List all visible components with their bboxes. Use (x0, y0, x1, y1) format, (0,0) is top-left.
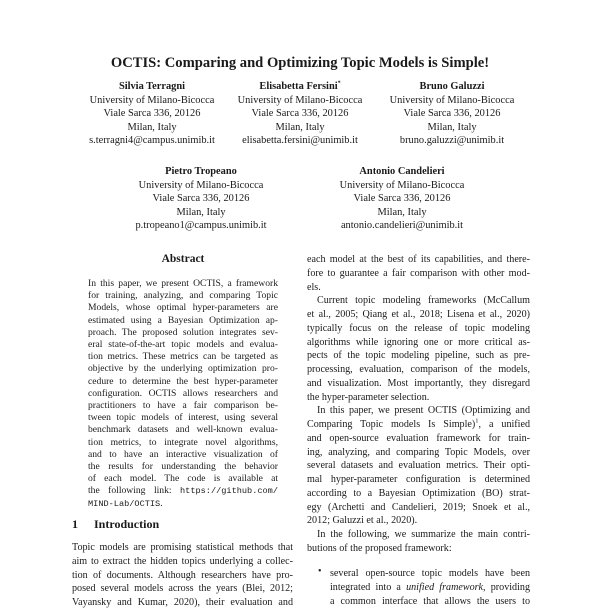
author-email: bruno.galuzzi@unimib.it (399, 135, 505, 147)
author-block (106, 165, 296, 233)
author-affiliation: University of Milano-Bicocca (339, 179, 465, 191)
author-name (106, 165, 296, 179)
abstract-line: tion metrics, to integrate novel algorithms, (88, 436, 278, 448)
abstract-line: practitioners to have a fair comparison be- (88, 400, 278, 411)
bullet-line: a common interface that allows the users to (330, 596, 530, 607)
abstract-line: and to have an interactive visualization of (88, 448, 278, 460)
body-line: et al., 2005; Qiang et al., 2018; Lisena et al., 2020) (307, 309, 530, 320)
author-name-text: Pietro Tropeano (165, 166, 237, 177)
author-affiliation: University of Milano-Bicocca (237, 94, 363, 106)
body-line: each model at the best of its capabilities, and there- (307, 254, 530, 265)
abstract-line: tion metrics. These metrics can be targeted as (88, 351, 278, 363)
author-city: Milan, Italy (176, 206, 226, 218)
author-address: Viale Sarca 336, 20126 (152, 193, 250, 205)
abstract-heading: Abstract (161, 253, 205, 265)
body-line: posed several models across the years (Blei, 2012; (72, 583, 293, 595)
abstract-line: of each model. The code is available at (88, 473, 278, 485)
author-affiliation: University of Milano-Bicocca (89, 94, 215, 106)
section-number: 1 (72, 517, 78, 531)
abstract-line: In this paper, we present OCTIS, a framework (88, 278, 278, 289)
author-affiliation: University of Milano-Bicocca (389, 94, 515, 106)
body-line-text: , a unified (478, 419, 530, 430)
author-name (307, 165, 497, 179)
author-name-text: Bruno Galuzzi (419, 81, 485, 92)
bullet-text: , providing (483, 582, 530, 593)
abstract-line (88, 485, 278, 497)
section-heading-introduction (72, 517, 159, 532)
bullet-icon: • (318, 566, 322, 577)
footnote-mark: 1 (475, 417, 479, 425)
body-line: Topic models are promising statistical methods that (72, 542, 293, 553)
body-line (307, 418, 530, 431)
bullet-text: integrated into a (330, 582, 407, 593)
body-line: the hyper-parameter selection. (307, 391, 430, 403)
abstract-line: for training, analyzing, and comparing Topic (88, 290, 278, 302)
author-name-text: Elisabetta Fersini (259, 81, 338, 92)
body-line: several datasets and evaluation metrics. Their opti- (307, 460, 530, 472)
paper-title: OCTIS: Comparing and Optimizing Topic Models is Simple! (110, 55, 490, 71)
abstract-line: the results for understanding the behavior (88, 461, 278, 472)
body-line: aim to extract the hidden topics underlying a collec- (72, 555, 293, 567)
abstract-end: . (160, 497, 163, 509)
author-email: elisabetta.fersini@unimib.it (242, 135, 358, 147)
author-email: s.terragni4@campus.unimib.it (89, 135, 215, 147)
abstract-line (88, 498, 278, 510)
bullet-line (330, 581, 530, 594)
body-line: egy (Archetti and Candelieri, 2019; Snoek et al., (307, 501, 530, 513)
abstract-line: benchmark datasets and well-known evalua- (88, 424, 278, 436)
body-line: and open-source evaluation framework for train- (307, 432, 530, 444)
author-name-text: Antonio Candelieri (359, 166, 445, 177)
author-name-text: Silvia Terragni (118, 81, 186, 92)
section-title: Introduction (94, 517, 160, 531)
bullet-line: several open-source topic models have been (330, 568, 530, 579)
abstract-line: objective by the underlying optimization pro- (88, 363, 278, 375)
author-city: Milan, Italy (127, 121, 177, 133)
code-link[interactable]: MIND-Lab/OCTIS (88, 498, 161, 509)
author-footnote-mark: * (337, 80, 341, 87)
body-line: according to a Bayesian Optimization (BO) strat- (307, 487, 530, 499)
author-affiliation: University of Milano-Bicocca (138, 179, 264, 191)
author-city: Milan, Italy (275, 121, 325, 133)
author-block (307, 165, 497, 233)
abstract-line: tween topic models of interest, using several (88, 412, 278, 424)
abstract-line: proach. The proposed solution integrates sev- (88, 326, 278, 338)
code-link[interactable]: https://github.com/ (180, 486, 278, 497)
abstract-line: estimated using a Bayesian Optimization ap- (88, 314, 278, 326)
body-line: and visualization. Most importantly, they disregard (307, 377, 530, 389)
body-line: typically focus on the release of topic modeling (307, 322, 530, 334)
author-block (357, 80, 547, 148)
body-line: ing, analyzing, and comparing Topic Models, over (307, 446, 530, 458)
author-address: Viale Sarca 336, 20126 (403, 108, 501, 120)
abstract-line: configuration. OCTIS allows researchers and (88, 387, 278, 399)
body-line: fore to guarantee a fair comparison with other mod- (307, 267, 530, 279)
body-line: 2012; Galuzzi et al., 2020). (307, 515, 418, 527)
body-line: processing, evaluation, comparison of the models, (307, 364, 530, 375)
author-city: Milan, Italy (377, 206, 427, 218)
body-line: Vayansky and Kumar, 2020), their evaluation and (72, 597, 293, 608)
abstract-line: eral state-of-the-art topic models and evalua- (88, 339, 278, 350)
author-address: Viale Sarca 336, 20126 (353, 193, 451, 205)
author-address: Viale Sarca 336, 20126 (103, 108, 201, 120)
author-address: Viale Sarca 336, 20126 (251, 108, 349, 120)
abstract-line: Models, whose optimal hyper-parameters are (88, 302, 278, 314)
body-line: pects of the topic modeling pipeline, such as pre- (307, 350, 530, 362)
emphasis: unified framework (406, 582, 484, 593)
body-line: In this paper, we present OCTIS (Optimizing and (317, 405, 530, 417)
body-line: Current topic modeling frameworks (McCallum (317, 295, 530, 307)
abstract-line: cedure to determine the best hyper-parameter (88, 375, 278, 387)
abstract-line-text: the following link: (88, 485, 172, 497)
body-line: butions of the proposed framework: (307, 542, 452, 554)
body-line-text: Comparing Topic models Is Simple) (307, 419, 476, 430)
body-line: In the following, we summarize the main contri- (317, 529, 530, 540)
body-line: els. (307, 281, 321, 293)
author-email: antonio.candelieri@unimib.it (340, 220, 464, 232)
author-name (357, 80, 547, 94)
body-line: algorithms while ignoring one or more critical as- (307, 336, 530, 348)
author-email: p.tropeano1@campus.unimib.it (135, 220, 267, 232)
body-line: tion of documents. Although researchers have pro- (72, 569, 293, 581)
author-city: Milan, Italy (427, 121, 477, 133)
body-line: mal hyper-parameter configuration is determined (307, 474, 530, 485)
